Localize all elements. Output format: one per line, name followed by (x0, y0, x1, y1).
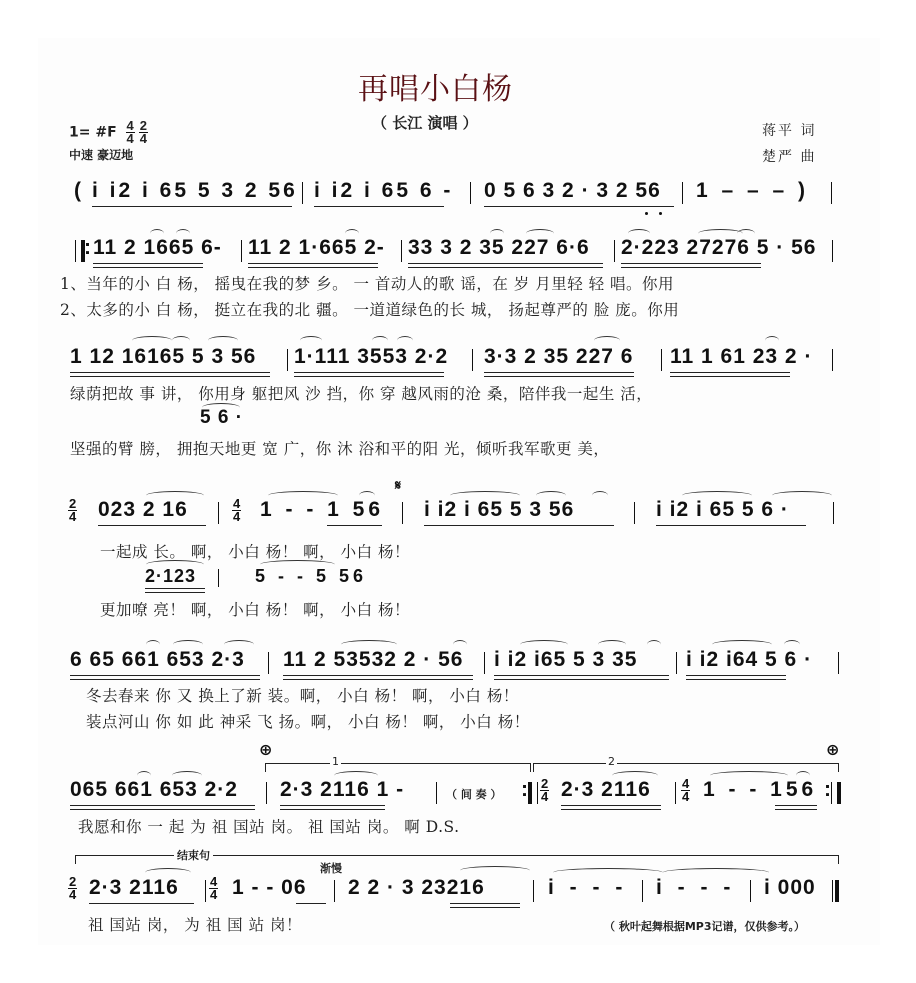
sixteenth-beam (280, 805, 385, 810)
barline (682, 182, 683, 204)
slur (208, 336, 238, 345)
measure-notes: 11 2 1665 6- (93, 236, 222, 259)
coda-sign: ⊕ (259, 740, 273, 759)
barline (838, 652, 839, 674)
slur (765, 336, 779, 345)
measure-notes: 1 – – – ) (696, 179, 810, 202)
barline (484, 652, 485, 674)
measure-notes: 065 661 653 2·2 (70, 778, 238, 801)
time-signature-change: $\frac{4}{4}$ (233, 496, 241, 524)
slur (132, 336, 172, 345)
slur (137, 771, 151, 780)
slur (647, 640, 661, 649)
barline (831, 182, 832, 204)
intro-open-paren: ( (74, 179, 82, 202)
slur (598, 640, 626, 649)
key-signature (69, 120, 152, 145)
sixteenth-beam (686, 675, 786, 680)
slur (784, 640, 800, 649)
eighth-beam (89, 903, 194, 904)
slur (150, 229, 164, 238)
time-signature-2-4: $\frac{2}{4}$ (139, 118, 147, 146)
slur (145, 868, 191, 877)
measure-notes: 2 2 · 3 23216 (348, 876, 485, 899)
sixteenth-beam (294, 372, 444, 377)
sixteenth-beam (70, 675, 260, 680)
measure-notes: i - - - (548, 876, 628, 899)
transcription-footnote: （ 秋叶起舞根据MP3记谱，仅供参考。） (604, 920, 805, 933)
lyrics-verse-1: 一起成 长。 啊， 小白 杨！ 啊， 小白 杨！ (100, 543, 410, 561)
measure-notes: 2·223 27276 5 · 56 (621, 236, 817, 259)
barline (241, 240, 242, 262)
measure-notes: 6 65 661 653 2·3 (70, 648, 245, 671)
slur (345, 229, 359, 238)
sixteenth-beam (670, 372, 790, 377)
measure-notes: 1 - - 06 (232, 876, 307, 899)
measure-notes: 2·3 2116 (561, 778, 651, 801)
tempo-marking: 中速 豪迈地 (69, 148, 134, 162)
ending-phrase-label: 结束句 (174, 847, 213, 863)
measure-notes: i i2 i 65 6 - (314, 179, 454, 202)
repeat-dots: : (84, 236, 92, 259)
time-signature-change: $\frac{2}{4}$ (69, 874, 77, 902)
measure-notes: i 000 (764, 876, 816, 899)
lyrics-ending: 我愿和你 一 起 为 祖 国站 岗。 祖 国站 岗。 啊 D.S. (78, 818, 460, 836)
lyrics-verse-2: 更加嘹 亮！ 啊， 小白 杨！ 啊， 小白 杨！ (100, 601, 410, 619)
sixteenth-beam (621, 263, 761, 268)
barline (675, 782, 676, 804)
tie (553, 868, 663, 877)
slur (146, 491, 204, 500)
measure-notes: 023 2 16 (98, 498, 188, 521)
barline (218, 569, 219, 587)
lyrics-verse-2: 2、太多的小 白 杨， 挺立在我的北 疆。 一道道绿色的长 城， 扬起尊严的 脸 庞。你用 (60, 301, 680, 319)
slur (520, 640, 568, 649)
eighth-beam (424, 525, 614, 526)
eighth-beam (656, 525, 806, 526)
eighth-beam (314, 206, 444, 207)
slur (682, 491, 752, 500)
low-octave-dot (659, 212, 662, 215)
barline (676, 652, 677, 674)
eighth-beam (484, 206, 674, 207)
barline (833, 502, 834, 524)
barline (402, 502, 403, 524)
lyrics-verse-2: 坚强的臂 膀， 拥抱天地更 宽 广，你 沐 浴和平的阳 光，倾听我军歌更 美， (70, 440, 610, 458)
slur (224, 640, 254, 649)
slur (490, 229, 504, 238)
sixteenth-beam (775, 805, 817, 810)
eighth-beam (92, 206, 292, 207)
measure-notes: i i2 i65 5 3 35 (494, 648, 638, 671)
sixteenth-beam (450, 903, 520, 908)
low-octave-dot (645, 212, 648, 215)
lyrics-verse-1: 1、当年的小 白 杨， 摇曳在我的梦 乡。 一 首动人的歌 谣，在 岁 月里轻 轻 唱。你用 (60, 275, 675, 293)
slur (300, 336, 322, 345)
alt-ending-notes: 2·123 (145, 566, 197, 586)
slur (772, 491, 832, 500)
repeat-end-barline (831, 782, 841, 804)
time-signature-change: $\frac{4}{4}$ (210, 874, 218, 902)
sixteenth-beam (561, 805, 661, 810)
barline (205, 880, 206, 902)
sixteenth-beam (484, 372, 634, 377)
slur (397, 336, 413, 345)
measure-notes: i i2 i 65 5 3 56 (424, 498, 575, 521)
measure-notes: 3·3 2 35 227 6 (484, 345, 634, 368)
slur (341, 640, 397, 649)
volta-1-label: 1 (332, 755, 339, 768)
lyrics-verse-1: 绿荫把故 事 讲， 你用身 躯把风 沙 挡，你 穿 越风雨的沧 桑，陪伴我一起生 活， (70, 385, 653, 403)
slur (359, 491, 375, 500)
final-barline (832, 880, 839, 902)
slur (710, 771, 788, 780)
barline (533, 880, 534, 902)
barline (472, 349, 473, 371)
slur (172, 336, 190, 345)
tie (663, 868, 769, 877)
alt-ending-notes: 5 - - 5 56 (255, 566, 368, 586)
slur (202, 403, 240, 412)
segno-sign: 𝄋 (395, 478, 402, 494)
slur (612, 771, 658, 780)
lyrics-finale: 祖 国站 岗， 为 祖 国 站 岗！ (88, 916, 302, 934)
slur (146, 560, 204, 569)
slur (460, 866, 530, 875)
volta-bracket-2 (533, 763, 839, 772)
measure-notes: 1 12 16165 5 3 56 (70, 345, 257, 368)
time-signature-change: $\frac{2}{4}$ (541, 776, 549, 804)
sixteenth-beam (145, 588, 205, 593)
alt-ending-notes: 5 6 · (200, 407, 244, 428)
measure-notes: 1 - - 1 56 (260, 498, 385, 521)
slur (372, 336, 388, 345)
repeat-end-barline (528, 782, 538, 804)
barline (218, 502, 219, 524)
time-signature-change: $\frac{2}{4}$ (69, 496, 77, 524)
eighth-beam (327, 525, 382, 526)
barline (832, 240, 833, 262)
performer-label: （ 长江 演唱 ） (372, 114, 478, 132)
measure-notes: 11 1 61 23 2 · (670, 345, 813, 368)
slur (173, 640, 203, 649)
measure-notes: 1 - - 156 (703, 778, 818, 801)
measure-notes: 2·3 2116 (89, 876, 179, 899)
measure-notes: 1·111 3553 2·2 (294, 345, 449, 368)
slur (172, 771, 202, 780)
slur (628, 229, 650, 238)
slur (453, 640, 467, 649)
measure-notes: 11 2 1·665 2- (248, 236, 385, 259)
sixteenth-beam (408, 263, 603, 268)
barline (287, 349, 288, 371)
repeat-dots: : (521, 778, 529, 801)
lyricist-credit: 蒋平 词 (762, 123, 817, 139)
lyrics-verse-2: 装点河山 你 如 此 神采 飞 扬。啊， 小白 杨！ 啊， 小白 杨！ (86, 713, 530, 731)
repeat-dots: : (824, 778, 832, 801)
measure-notes: i i2 i 65 5 6 · (656, 498, 789, 521)
barline (401, 240, 402, 262)
barline (436, 782, 437, 804)
slur (796, 771, 810, 780)
eighth-beam (98, 525, 206, 526)
slur (712, 640, 772, 649)
barline (634, 502, 635, 524)
measure-notes: i - - - (656, 876, 736, 899)
measure-notes: 33 3 2 35 227 6·6 (408, 236, 590, 259)
measure-notes: 11 2 53532 2 · 56 (283, 648, 464, 671)
time-signature-4-4: $\frac{4}{4}$ (126, 118, 134, 146)
barline (614, 240, 615, 262)
sixteenth-beam (70, 805, 255, 810)
barline (268, 652, 269, 674)
measure-notes: i i2 i 65 5 3 2 56 (92, 179, 298, 202)
slur (594, 336, 620, 345)
slur (268, 491, 338, 500)
barline (661, 349, 662, 371)
composer-credit: 楚严 曲 (762, 149, 817, 165)
tempo-change-label: 渐慢 (320, 862, 342, 875)
slur (450, 491, 520, 500)
barline (832, 349, 833, 371)
barline (642, 880, 643, 902)
song-title: 再唱小白杨 (358, 72, 513, 107)
slur (737, 229, 755, 238)
barline (334, 880, 335, 902)
sixteenth-beam (283, 675, 473, 680)
sixteenth-beam (70, 372, 270, 377)
sixteenth-beam (93, 263, 203, 268)
barline (266, 782, 267, 804)
measure-notes: 2·3 2116 1 - (280, 778, 405, 801)
slur (146, 640, 160, 649)
slur (526, 229, 554, 238)
slur (334, 771, 378, 780)
measure-notes: 0 5 6 3 2 · 3 2 56 (484, 179, 661, 202)
lyrics-verse-1: 冬去春来 你 又 换上了新 装。啊， 小白 杨！ 啊， 小白 杨！ (86, 687, 519, 705)
barline (302, 182, 303, 204)
time-signature-change: $\frac{4}{4}$ (682, 776, 690, 804)
volta-2-label: 2 (608, 755, 615, 768)
barline (750, 880, 751, 902)
slur (176, 229, 190, 238)
sixteenth-beam (494, 675, 669, 680)
slur (260, 560, 335, 569)
sixteenth-beam (248, 263, 378, 268)
slur (592, 491, 608, 500)
slur (536, 491, 566, 500)
interlude-label: （ 间 奏 ） (446, 788, 502, 801)
barline (470, 182, 471, 204)
key-label: 1= #F (69, 124, 117, 141)
volta-bracket-1 (265, 763, 531, 772)
measure-notes: i i2 i64 5 6 · (686, 648, 813, 671)
coda-sign: ⊕ (826, 740, 840, 759)
eighth-beam (296, 903, 326, 904)
